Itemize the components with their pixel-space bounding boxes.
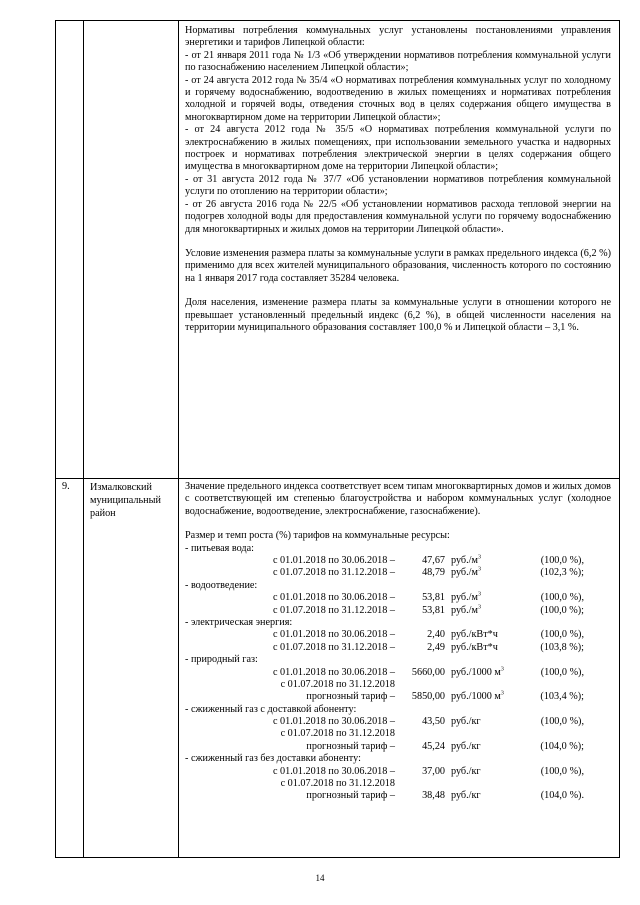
unit-exponent: 3 <box>500 690 504 697</box>
tariff-resource: - сжиженный газ с доставкой абоненту: <box>185 703 357 715</box>
normatives-block <box>185 25 611 236</box>
tariff-value <box>397 728 445 740</box>
district-cell <box>84 21 179 479</box>
unit-exponent: 3 <box>477 554 481 561</box>
tariff-growth <box>529 728 584 740</box>
tariff-row <box>185 766 611 778</box>
tariff-growth: (104,0 %); <box>540 740 584 752</box>
tariff-unit <box>445 778 529 790</box>
tariff-value: 43,50 <box>422 716 445 728</box>
tariff-growth: (100,0 %), <box>540 716 584 728</box>
normative-paragraph: - от 24 августа 2012 года № 35/5 «О нормативах потребления коммунальной услуги по электроснабжению в жилых помещениях, при использовании земельного участка и надворных построек и нормативах потребления электрической энергии в целях содержания общего имущества в многоквартирном доме на территории Липецкой области»; <box>185 124 611 173</box>
tariff-growth: (103,4 %); <box>540 691 584 703</box>
tariff-unit: руб./1000 $м^3$ <box>451 666 504 678</box>
tariff-unit: $руб./м^3$ <box>451 554 481 567</box>
tariff-value: 47,67 <box>422 555 445 567</box>
tariff-unit: руб./кг <box>451 740 481 752</box>
normative-paragraph: - от 31 августа 2012 года № 37/7 «Об установлении нормативов потребления коммунальной услуги по отоплению на территории области»; <box>185 173 611 198</box>
tariff-resource: - природный газ: <box>185 654 258 666</box>
tariff-period: с 01.01.2018 по 30.06.2018 – <box>272 666 395 678</box>
unit-exponent: 3 <box>500 666 504 673</box>
tariff-value: 5850,00 <box>411 691 445 703</box>
table-row <box>56 21 620 479</box>
tariff-growth: (100,0 %), <box>540 555 584 567</box>
tariff-value: 45,24 <box>422 740 445 752</box>
tariff-value: 2,40 <box>427 629 445 641</box>
tariff-period: с 01.07.2018 по 31.12.2018 <box>280 678 395 690</box>
tariff-value: 53,81 <box>422 592 445 604</box>
tariff-unit: руб./кВт*ч <box>451 629 498 641</box>
tariff-row <box>185 679 611 691</box>
document-table <box>55 20 620 858</box>
unit-exponent: 3 <box>477 567 481 574</box>
tariff-period: прогнозный тариф – <box>306 691 395 703</box>
tariff-value: 48,79 <box>422 567 445 579</box>
tariff-value: 38,48 <box>422 790 445 802</box>
tariff-resource: - сжиженный газ без доставки абоненту: <box>185 753 361 765</box>
tariff-period: с 01.07.2018 по 31.12.2018 – <box>272 604 395 616</box>
tariff-period: с 01.01.2018 по 30.06.2018 – <box>272 716 395 728</box>
tariff-heading: Размер и темп роста (%) тарифов на коммунальные ресурсы: <box>185 530 450 542</box>
tariff-period: с 01.01.2018 по 30.06.2018 – <box>272 555 395 567</box>
tariff-growth: (104,0 %). <box>540 790 584 802</box>
normative-paragraph: - от 26 августа 2016 года № 22/5 «Об установлении нормативов расхода тепловой энергии на подогрев холодной воды для предоставления коммунальной услуги по горячему водоснабжению для многоквартирных и жилых домов на территории Липецкой области». <box>185 198 611 235</box>
tariff-period: с 01.07.2018 по 31.12.2018 – <box>272 641 395 653</box>
tariff-unit <box>445 679 529 691</box>
tariff-unit: руб./1000 $м^3$ <box>451 690 504 703</box>
tariff-row <box>185 555 611 567</box>
row-number-cell <box>56 21 84 479</box>
unit-exponent: 3 <box>477 591 481 598</box>
page-number: 14 <box>315 873 325 883</box>
index-paragraph: Значение предельного индекса соответствует всем типам многоквартирных домов и жилых домов с соответствующей им степенью благоустройства и набором коммунальных услуг (холодное водоснабжение, водоотведение, электроснабжение, газоснабжение). <box>185 481 611 517</box>
tariff-period: с 01.07.2018 по 31.12.2018 <box>280 778 395 790</box>
tariff-period: с 01.01.2018 по 30.06.2018 – <box>272 765 395 777</box>
tariff-value: 53,81 <box>422 604 445 616</box>
tariff-row <box>185 642 611 654</box>
tariff-row <box>185 667 611 679</box>
tariff-value: 2,49 <box>427 641 445 653</box>
tariff-unit: руб./кг <box>451 716 481 728</box>
tariff-row <box>185 716 611 728</box>
tariff-growth: (100,0 %), <box>540 666 584 678</box>
tariff-list <box>185 543 611 803</box>
tariff-period: прогнозный тариф – <box>306 790 395 802</box>
tariff-growth: (100,0 %), <box>540 629 584 641</box>
unit-exponent: 3 <box>477 604 481 611</box>
normative-paragraph: Нормативы потребления коммунальных услуг установлены постановлениями управления энергетики и тарифов Липецкой области: <box>185 25 611 49</box>
tariff-row <box>185 691 611 703</box>
tariff-period: с 01.01.2018 по 30.06.2018 – <box>272 629 395 641</box>
tariff-row <box>185 592 611 604</box>
normative-paragraph: - от 24 августа 2012 года № 35/4 «О нормативах потребления коммунальных услуг по холодному и горячему водоснабжению, водоотведению в жилых помещениях и нормативах потребления холодной и горячей воды, отведения сточных вод в целях содержания общего имущества в многоквартирном доме на территории Липецкой области»; <box>185 74 611 123</box>
tariff-period: с 01.07.2018 по 31.12.2018 <box>280 728 395 740</box>
tariff-row <box>185 567 611 579</box>
tariff-row <box>185 728 611 740</box>
district-name: Измалковский муниципальный район <box>84 479 179 858</box>
tariff-resource: - водоотведение: <box>185 579 258 591</box>
tariff-value: 5660,00 <box>411 666 445 678</box>
tariff-row <box>185 790 611 802</box>
tariff-unit: $руб./м^3$ <box>451 591 481 604</box>
condition-paragraph: Условие изменения размера платы за коммунальные услуги в рамках предельного индекса (6,2 %) применимо для всех жителей муниципального образования, численность которого по состоянию на 1 января 2017 года составляет 35284 человека. <box>185 247 611 284</box>
tariff-resource: - электрическая энергия: <box>185 616 293 628</box>
tariff-value: 37,00 <box>422 765 445 777</box>
tariff-unit: руб./кг <box>451 790 481 802</box>
tariff-growth: (103,8 %); <box>540 641 584 653</box>
content-cell <box>179 479 620 858</box>
content-cell <box>179 21 620 479</box>
tariff-growth: (102,3 %); <box>540 567 584 579</box>
normative-paragraph: - от 21 января 2011 года № 1/3 «Об утверждении нормативов потребления коммунальной услуги по газоснабжению населением Липецкой области»; <box>185 49 611 74</box>
table-row <box>56 479 620 858</box>
tariff-growth: (100,0 %), <box>540 592 584 604</box>
tariff-resource: - питьевая вода: <box>185 542 254 554</box>
share-paragraph: Доля населения, изменение размера платы за коммунальные услуги в отношении которого не превышает установленный предельный индекс (6,2 %), в общей численности населения на территории муниципального образования составляет 100,0 % и Липецкой области – 3,1 %. <box>185 297 611 333</box>
tariff-unit: руб./кВт*ч <box>451 641 498 653</box>
tariff-row <box>185 778 611 790</box>
tariff-unit: $руб./м^3$ <box>451 567 481 579</box>
tariff-unit <box>445 728 529 740</box>
row-number: 9. <box>56 479 84 858</box>
tariff-value <box>397 679 445 691</box>
tariff-row <box>185 741 611 753</box>
tariff-period: с 01.01.2018 по 30.06.2018 – <box>272 592 395 604</box>
tariff-growth: (100,0 %); <box>540 604 584 616</box>
tariff-growth: (100,0 %), <box>540 765 584 777</box>
tariff-unit: руб./кг <box>451 765 481 777</box>
tariff-growth <box>529 679 584 691</box>
tariff-row <box>185 605 611 617</box>
tariff-growth <box>529 778 584 790</box>
tariff-value <box>397 778 445 790</box>
tariff-period: прогнозный тариф – <box>306 740 395 752</box>
tariff-period: с 01.07.2018 по 31.12.2018 – <box>272 567 395 579</box>
tariff-row <box>185 629 611 641</box>
tariff-unit: $руб./м^3$ <box>451 604 481 616</box>
